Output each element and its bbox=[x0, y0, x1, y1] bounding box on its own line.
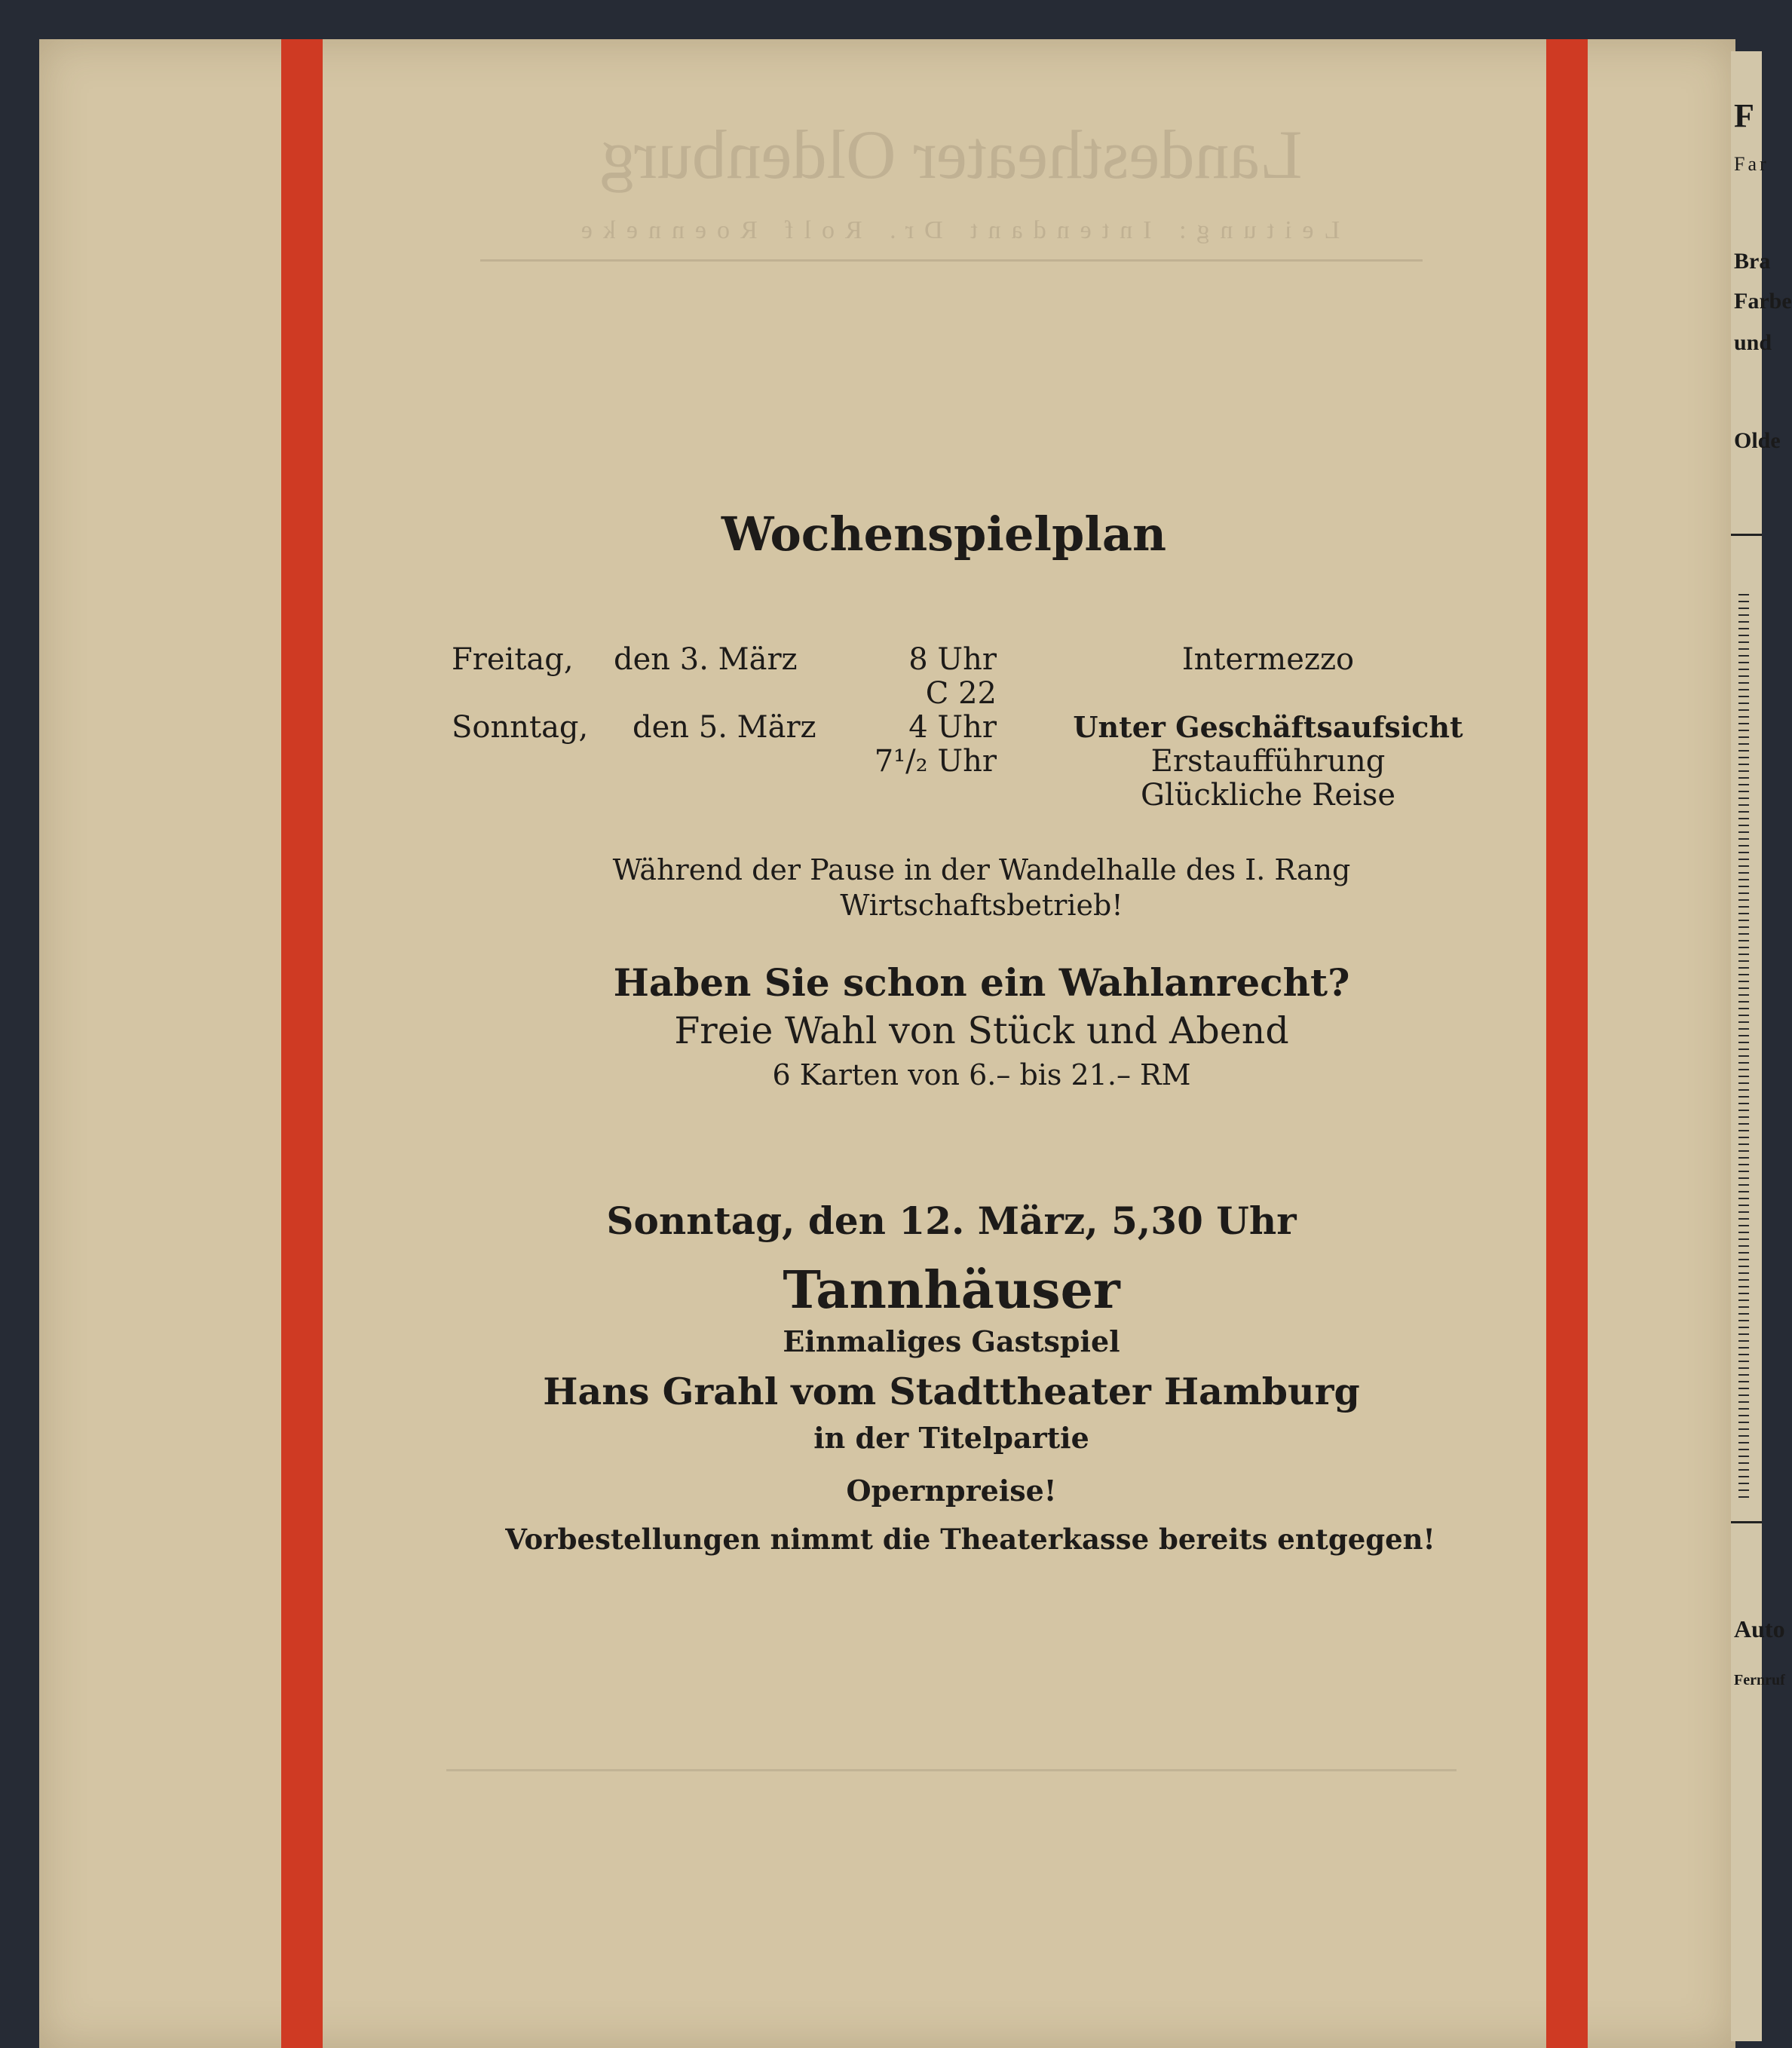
adjacent-text: F bbox=[1734, 97, 1754, 134]
adjacent-text: Olde bbox=[1734, 428, 1781, 453]
wahlanrecht-subheading: Freie Wahl von Stück und Abend bbox=[674, 1009, 1289, 1052]
adjacent-text: Bra bbox=[1734, 249, 1771, 274]
wahlanrecht-price: 6 Karten von 6.– bis 21.– RM bbox=[772, 1058, 1191, 1091]
schedule-time: 7¹/₂ Uhr bbox=[874, 744, 997, 779]
schedule-time: C 22 bbox=[925, 676, 997, 711]
left-red-stripe bbox=[281, 39, 323, 2048]
schedule-date: den 5. März bbox=[633, 710, 816, 745]
adjacent-text: Auto bbox=[1734, 1615, 1785, 1642]
special-singer: Hans Grahl vom Stadttheater Hamburg bbox=[543, 1370, 1360, 1413]
special-title: Tannhäuser bbox=[783, 1260, 1120, 1321]
page-title: Wochenspielplan bbox=[721, 507, 1167, 562]
adjacent-text: Farbe bbox=[1734, 289, 1792, 314]
adjacent-rule bbox=[1731, 534, 1762, 536]
bleed-subheader: Leitung: Intendant Dr. Rolf Roenneke bbox=[570, 216, 1340, 244]
bleed-bottom-rule bbox=[446, 1769, 1457, 1771]
adjacent-page-edge bbox=[1731, 51, 1792, 2041]
wahlanrecht-heading: Haben Sie schon ein Wahlanrecht? bbox=[613, 960, 1350, 1005]
special-advance: Vorbestellungen nimmt die Theaterkasse bereits entgegen! bbox=[505, 1523, 1435, 1556]
bleed-header: Landestheater Oldenburg bbox=[600, 116, 1303, 193]
adjacent-ruler bbox=[1738, 594, 1749, 1498]
adjacent-rule bbox=[1731, 1521, 1762, 1523]
special-role: in der Titelpartie bbox=[813, 1421, 1089, 1455]
special-gastspiel: Einmaliges Gastspiel bbox=[783, 1324, 1120, 1358]
right-red-stripe bbox=[1546, 39, 1588, 2048]
bleed-rule bbox=[480, 259, 1423, 262]
pause-note-line2: Wirtschaftsbetrieb! bbox=[840, 889, 1123, 922]
schedule-event: Unter Geschäftsaufsicht bbox=[1073, 710, 1463, 744]
program-page bbox=[39, 39, 1735, 2048]
schedule-time: 8 Uhr bbox=[908, 642, 997, 677]
schedule-event: Glückliche Reise bbox=[1140, 778, 1396, 813]
schedule-day: Sonntag, bbox=[452, 710, 589, 745]
schedule-event: Erstaufführung bbox=[1150, 744, 1386, 779]
adjacent-text: Fernruf bbox=[1734, 1672, 1785, 1688]
special-date: Sonntag, den 12. März, 5,30 Uhr bbox=[606, 1198, 1297, 1243]
schedule-event: Intermezzo bbox=[1181, 642, 1355, 677]
schedule-time: 4 Uhr bbox=[908, 710, 997, 745]
adjacent-text: Far bbox=[1734, 153, 1769, 175]
adjacent-text: und bbox=[1734, 330, 1772, 355]
schedule-day: Freitag, bbox=[452, 642, 574, 677]
pause-note-line1: Während der Pause in der Wandelhalle des I. Rang bbox=[612, 853, 1351, 886]
special-prices: Opernpreise! bbox=[846, 1474, 1057, 1508]
schedule-date: den 3. März bbox=[614, 642, 798, 677]
